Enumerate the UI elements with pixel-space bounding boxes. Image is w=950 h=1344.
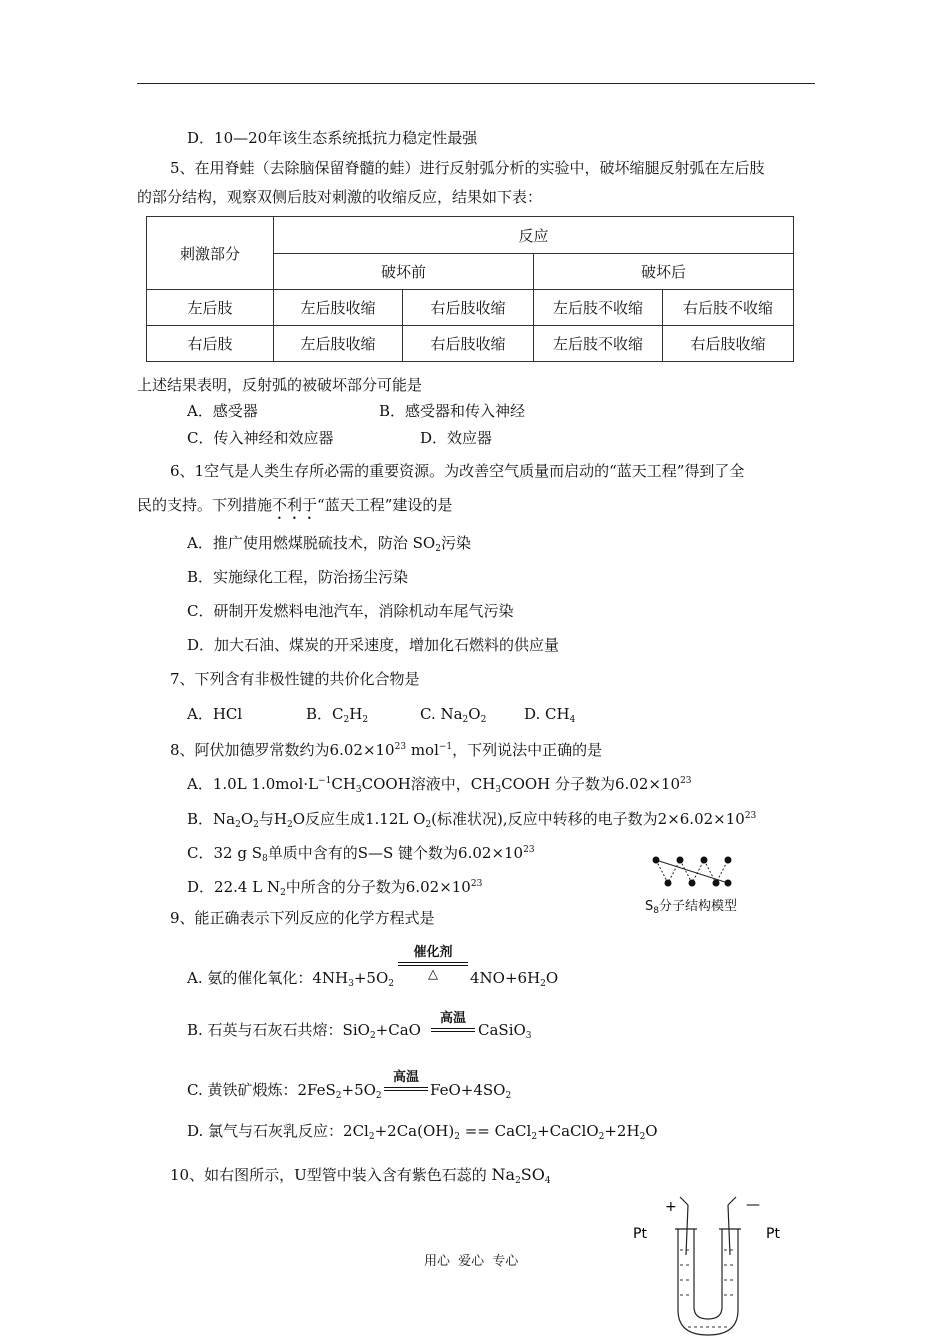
q7-option-a: A．HCl	[187, 705, 243, 723]
header-stimulus: 刺激部分	[147, 217, 274, 290]
cathode-minus: —	[746, 1197, 760, 1213]
q6-option-c: C．研制开发燃料电池汽车，消除机动车尾气污染	[187, 602, 514, 620]
catalyst-condition: 催化剂	[413, 945, 453, 960]
q9-option-b: B. 石英与石灰石共熔：SiO$_2$+CaO	[187, 1021, 421, 1041]
equals-sign	[431, 1028, 475, 1032]
q6-stem-line2: 民的支持。下列措施不利于“蓝天工程”建设的是	[137, 496, 453, 514]
q6-option-a: A．推广使用燃煤脱硫技术，防治 $SO_2$污染	[187, 534, 471, 554]
equals-sign	[398, 962, 468, 966]
q5-option-c: C．传入神经和效应器	[187, 429, 334, 447]
q8-option-d: D．22.4 L $N_2$中所含的分子数为$6.02\times 10^{23}$	[187, 878, 483, 898]
pt-left-label: Pt	[633, 1226, 647, 1242]
q9-option-c: C. 黄铁矿煅炼：$2FeS_2+5O_2$	[187, 1081, 382, 1101]
q4-option-d: D．10—20年该生态系统抵抗力稳定性最强	[187, 129, 478, 147]
q9-option-c-product: $FeO+4SO_2$	[430, 1081, 512, 1101]
q7-option-b: B．$C_2H_2$	[306, 705, 369, 725]
q8-option-c: C．32 g $S_8$单质中含有的S—S 键个数为$6.02\times 10^{23}$	[187, 844, 535, 864]
q7-option-c: C. $Na_2O_2$	[420, 705, 487, 725]
q8-option-b: B．$Na_2O_2$与$H_2O$反应生成1.12L $O_2$(标准状况),反应中转移的电子数为$2\times 6.02\times 10^{23}$	[187, 810, 757, 830]
q9-option-a-product: $4NO+6H_2O$	[470, 969, 559, 989]
heat-triangle: △	[428, 967, 438, 982]
q5-option-a: A．感受器	[187, 402, 258, 420]
header-rule	[137, 83, 815, 84]
q7-stem: 7、下列含有非极性键的共价化合物是	[170, 670, 420, 688]
header-after: 破坏后	[534, 254, 794, 290]
s8-caption: $S_8$分子结构模型	[645, 899, 738, 916]
q5-stem-line1: 5、在用脊蛙（去除脑保留脊髓的蛙）进行反射弧分析的实验中，破坏缩腿反射弧在左后肢	[170, 159, 765, 177]
q9-stem: 9、能正确表示下列反应的化学方程式是	[170, 909, 435, 927]
equals-sign	[384, 1087, 428, 1091]
emphasis-not-beneficial: 不利于	[272, 496, 318, 514]
high-temp-condition: 高温	[392, 1070, 419, 1085]
table-row: 右后肢 左后肢收缩 右后肢收缩 左后肢不收缩 右后肢收缩	[147, 326, 794, 362]
q6-option-b: B．实施绿化工程，防治扬尘污染	[187, 568, 409, 586]
q5-conclusion: 上述结果表明，反射弧的被破坏部分可能是	[137, 376, 423, 394]
header-reaction: 反应	[274, 217, 794, 254]
page-footer: 用心 爱心 专心	[424, 1254, 519, 1269]
pt-right-label: Pt	[766, 1226, 780, 1242]
u-tube-electrolysis-diagram	[630, 1195, 810, 1343]
q8-stem: 8、阿伏加德罗常数约为$6.02\times 10^{23}$ mol$^{-1}$，下列说法中正确的是	[170, 741, 603, 759]
result-table	[146, 216, 794, 362]
q9-option-d: D. 氯气与石灰乳反应：$2Cl_2+2Ca(OH)_2$ == $CaCl_2+CaClO_2+2H_2O$	[187, 1122, 658, 1142]
q9-option-a: A. 氨的催化氧化：$4NH_3+5O_2$	[187, 969, 395, 989]
q8-option-a: A．1.0L $1.0mol\cdot L^{-1}CH_3COOH$溶液中，$CH_3COOH$ 分子数为$6.02\times 10^{23}$	[187, 775, 692, 795]
q5-option-d: D．效应器	[420, 429, 493, 447]
table-row: 左后肢 左后肢收缩 右后肢收缩 左后肢不收缩 右后肢不收缩	[147, 290, 794, 326]
high-temp-condition: 高温	[439, 1011, 466, 1026]
q7-option-d: D. $CH_4$	[524, 705, 576, 725]
q10-stem: 10、如右图所示，U型管中装入含有紫色石蕊的 $Na_2SO_4$	[170, 1165, 551, 1186]
q5-option-b: B．感受器和传入神经	[379, 402, 526, 420]
q6-stem-line1: 6、1空气是人类生存所必需的重要资源。为改善空气质量而启动的“蓝天工程”得到了全	[170, 462, 745, 480]
q5-stem-line2: 的部分结构，观察双侧后肢对刺激的收缩反应，结果如下表：	[137, 188, 543, 206]
s8-molecule-diagram	[648, 853, 743, 891]
anode-plus: +	[665, 1199, 677, 1215]
q9-option-b-product: CaSiO$_3$	[478, 1021, 532, 1041]
q6-option-d: D．加大石油、煤炭的开采速度，增加化石燃料的供应量	[187, 636, 560, 654]
header-before: 破坏前	[274, 254, 534, 290]
